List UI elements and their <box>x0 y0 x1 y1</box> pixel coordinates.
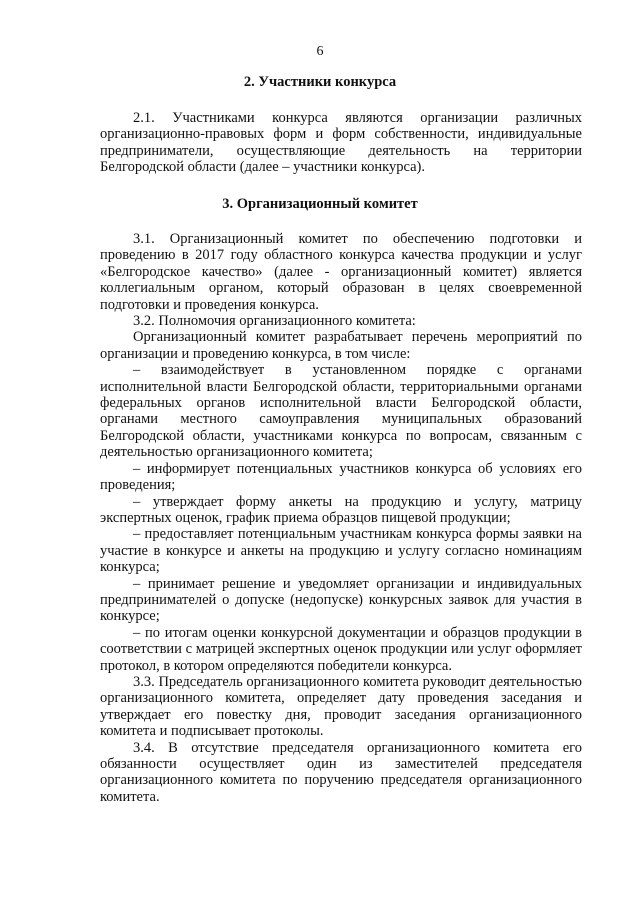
paragraph-3-4: 3.4. В отсутствие председателя организационного комитета его обязанности осуществляет один из заместителей председателя организационного комитета по поручению председателя организационного комитета. <box>100 739 582 805</box>
list-item-informs: – информирует потенциальных участников конкурса об условиях его проведения; <box>100 460 582 494</box>
paragraph-3-2: 3.2. Полномочия организационного комитета: <box>133 313 416 330</box>
list-item-interacts: – взаимодействует в установленном порядке с органами исполнительной власти Белгородской области, территориальными органами федеральных органов исполнительной власти Белгородской области, органами местного самоуправления муниципальных образований Белгородской области, участниками конкурса по вопросам, связанным с деятельностью организационного комитета; <box>100 362 582 461</box>
section-2-heading: 2. Участники конкурса <box>243 74 397 90</box>
list-item-decides: – принимает решение и уведомляет организации и индивидуальных предпринимателей о допуске (недопуске) конкурсных заявок для участия в конкурсе; <box>100 575 582 625</box>
list-item-protocol: – по итогам оценки конкурсной документации и образцов продукции в соответствии с матрицей экспертных оценок продукции или услуг оформляет протокол, в котором определяются победители конкурса. <box>100 624 582 674</box>
paragraph-2-1: 2.1. Участниками конкурса являются организации различных организационно-правовых форм и форм собственности, индивидуальные предприниматели, осуществляющие деятельность на территории Белгородской области (далее – участники конкурса). <box>100 110 582 176</box>
page-number: 6 <box>316 44 324 59</box>
list-item-approves: – утверждает форму анкеты на продукцию и услугу, матрицу экспертных оценок, график приема образцов пищевой продукции; <box>100 493 582 526</box>
paragraph-3-3: 3.3. Председатель организационного комитета руководит деятельностью организационного комитета, определяет дату проведения заседания и утверждает его повестку дня, проводит заседания организационного комитета и подписывает протоколы. <box>100 673 582 740</box>
section-3-heading: 3. Организационный комитет <box>222 196 418 212</box>
list-item-provides: – предоставляет потенциальным участникам конкурса формы заявки на участие в конкурсе и анкеты на продукцию и услугу согласно номинациям конкурса; <box>100 526 582 576</box>
section-3-body <box>100 231 582 805</box>
section-2-body <box>100 110 582 176</box>
paragraph-3-2-intro: Организационный комитет разрабатывает перечень мероприятий по организации и проведению конкурса, в том числе: <box>100 329 582 362</box>
paragraph-3-1: 3.1. Организационный комитет по обеспечению подготовки и проведению в 2017 году областного конкурса качества продукции и услуг «Белгородское качество» (далее - организационный комитет) является коллегиальным органом, который образован в целях своевременной подготовки и проведения конкурса. <box>100 231 582 313</box>
